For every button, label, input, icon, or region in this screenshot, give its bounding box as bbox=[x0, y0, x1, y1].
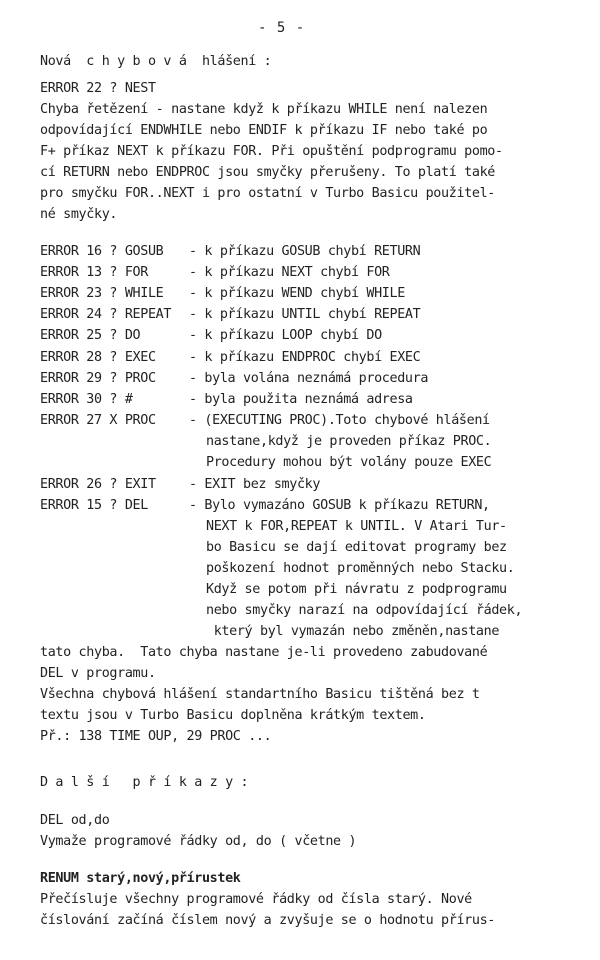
error-description: bo Basicu se dají editovat programy bez bbox=[206, 540, 507, 555]
error-code: ERROR 29 ? PROC bbox=[40, 371, 156, 386]
error-22-text-line: né smyčky. bbox=[40, 207, 118, 222]
error-code: ERROR 13 ? FOR bbox=[40, 265, 148, 280]
error-description: - byla použita neznámá adresa bbox=[189, 392, 413, 407]
error-22-text-line: odpovídající ENDWHILE nebo ENDIF k příkazu IF nebo také po bbox=[40, 123, 488, 138]
example-line: Př.: 138 TIME OUP, 29 PROC ... bbox=[40, 729, 272, 744]
error-description: - byla volána neznámá procedura bbox=[189, 371, 429, 386]
error-description: - k příkazu GOSUB chybí RETURN bbox=[189, 244, 421, 259]
error-description: - k příkazu NEXT chybí FOR bbox=[189, 265, 390, 280]
heading-other-commands: D a l š í p ř í k a z y : bbox=[40, 775, 249, 790]
renum-description-line: Přečísluje všechny programové řádky od čísla starý. Nové bbox=[40, 892, 472, 907]
error-22-text-line: F+ příkaz NEXT k příkazu FOR. Při opuštění podprogramu pomo- bbox=[40, 144, 503, 159]
error-code: ERROR 27 X PROC bbox=[40, 413, 156, 428]
error-code: ERROR 30 ? # bbox=[40, 392, 133, 407]
error-code: ERROR 15 ? DEL bbox=[40, 498, 148, 513]
error-code: ERROR 28 ? EXEC bbox=[40, 350, 156, 365]
error-description: Když se potom při návratu z podprogramu bbox=[206, 582, 507, 597]
del-description: Vymaže programové řádky od, do ( včetne ) bbox=[40, 834, 357, 849]
error-22-text-line: Chyba řetězení - nastane když k příkazu WHILE není nalezen bbox=[40, 102, 488, 117]
error-description: Procedury mohou být volány pouze EXEC bbox=[206, 455, 492, 470]
error-description: nebo smyčky narazí na odpovídající řádek, bbox=[206, 603, 523, 618]
error-description: - k příkazu WEND chybí WHILE bbox=[189, 286, 405, 301]
del-command: DEL od,do bbox=[40, 813, 110, 828]
error-22-title: ERROR 22 ? NEST bbox=[40, 81, 156, 96]
page-number: - 5 - bbox=[258, 20, 306, 36]
heading-new-error-messages: Nová c h y b o v á hlášení : bbox=[40, 54, 272, 69]
error-code: ERROR 24 ? REPEAT bbox=[40, 307, 172, 322]
paragraph-line: Všechna chybová hlášení standartního Basicu tištěná bez t bbox=[40, 687, 480, 702]
error-description: NEXT k FOR,REPEAT k UNTIL. V Atari Tur- bbox=[206, 519, 507, 534]
error-description: - k příkazu LOOP chybí DO bbox=[189, 328, 382, 343]
error-code: ERROR 25 ? DO bbox=[40, 328, 141, 343]
error-description: - k příkazu UNTIL chybí REPEAT bbox=[189, 307, 421, 322]
paragraph-line: tato chyba. Tato chyba nastane je-li provedeno zabudované bbox=[40, 645, 488, 660]
error-code: ERROR 23 ? WHILE bbox=[40, 286, 164, 301]
error-22-text-line: pro smyčku FOR..NEXT i pro ostatní v Turbo Basicu použitel- bbox=[40, 186, 495, 201]
error-22-text-line: cí RETURN nebo ENDPROC jsou smyčky přerušeny. To platí také bbox=[40, 165, 495, 180]
error-description: nastane,když je proveden příkaz PROC. bbox=[206, 434, 492, 449]
error-code: ERROR 26 ? EXIT bbox=[40, 477, 156, 492]
error-description: - EXIT bez smyčky bbox=[189, 477, 321, 492]
paragraph-line: textu jsou v Turbo Basicu doplněna krátkým textem. bbox=[40, 708, 426, 723]
error-description: který byl vymazán nebo změněn,nastane bbox=[206, 624, 500, 639]
error-code: ERROR 16 ? GOSUB bbox=[40, 244, 164, 259]
renum-command: RENUM starý,nový,přírustek bbox=[40, 871, 241, 886]
error-description: - (EXECUTING PROC).Toto chybové hlášení bbox=[189, 413, 490, 428]
renum-description-line: číslování začíná číslem nový a zvyšuje se o hodnotu přírus- bbox=[40, 913, 495, 928]
error-description: poškození hodnot proměnných nebo Stacku. bbox=[206, 561, 515, 576]
paragraph-line: DEL v programu. bbox=[40, 666, 156, 681]
error-description: - k příkazu ENDPROC chybí EXEC bbox=[189, 350, 421, 365]
error-description: - Bylo vymazáno GOSUB k příkazu RETURN, bbox=[189, 498, 490, 513]
